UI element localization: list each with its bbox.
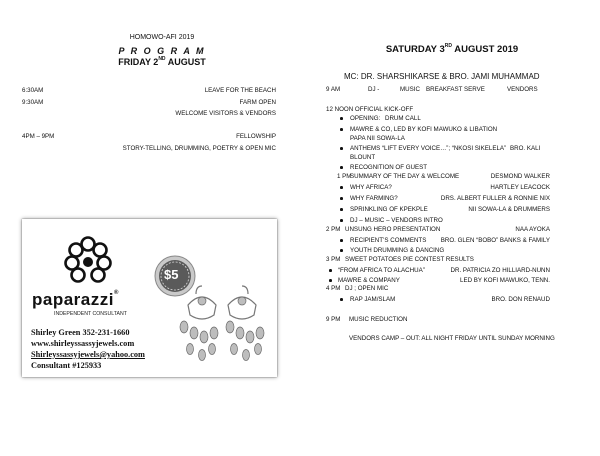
event-title: HOMOWO-AFI 2019: [129, 34, 195, 41]
bullet-dot: [329, 269, 332, 272]
friday-item-5: STORY-TELLING, DRUMMING, POETRY & OPEN MIC: [122, 145, 276, 152]
sat-time-9pm: 9 PM: [326, 316, 341, 323]
sat-summary: SUMMARY OF THE DAY & WELCOME: [350, 173, 460, 180]
sat-drum-call: DRUM CALL: [385, 115, 421, 122]
website-link[interactable]: www.shirleyssassyjewels.com: [31, 339, 135, 348]
bullet-dot: [340, 117, 343, 120]
sat-mawre-company: MAWRE & COMPANY: [338, 277, 400, 284]
sat-time-4pm: 4 PM: [326, 285, 341, 292]
consultant-role: INDEPENDENT CONSULTANT: [54, 311, 127, 317]
sat-pie-contest: SWEET POTATOES PIE CONTEST RESULTS: [345, 256, 474, 263]
sat-summary-lead: DESMOND WALKER: [490, 173, 550, 180]
sat-noon-kickoff: 12 NOON OFFICIAL KICK-OFF: [326, 106, 414, 113]
sat-music-reduction: MUSIC REDUCTION: [349, 316, 408, 323]
business-card: [22, 219, 277, 377]
bullet-dot: [340, 186, 343, 189]
sat-africa-alachua-lead: DR. PATRICIA ZO HILLIARD-NUNN: [450, 267, 550, 274]
sat-dj-vendors: DJ – MUSIC – VENDORS INTRO: [350, 217, 443, 224]
bullet-dot: [340, 166, 343, 169]
bullet-dot: [329, 279, 332, 282]
sat-time-9am: 9 AM: [326, 86, 341, 93]
sat-youth-drumming: YOUTH DRUMMING & DANCING: [350, 247, 445, 254]
friday-item-4: FELLOWSHIP: [236, 133, 276, 140]
bullet-dot: [340, 197, 343, 200]
sat-why-africa: WHY AFRICA?: [350, 184, 392, 191]
sat-9am-dj: DJ -: [368, 86, 380, 93]
sat-rap-jam: RAP JAM/SLAM: [350, 296, 396, 303]
sat-why-africa-lead: HARTLEY LEACOCK: [490, 184, 550, 191]
sat-unsung-hero: UNSUNG HERO PRESENTATION: [345, 226, 441, 233]
paparazzi-logo-icon: [60, 235, 116, 289]
sat-africa-alachua: “FROM AFRICA TO ALACHUA”: [338, 267, 425, 274]
sat-9am-vendors: VENDORS: [507, 86, 538, 93]
price-badge: $5: [164, 267, 179, 282]
saturday-heading: SATURDAY 3RD AUGUST 2019: [385, 43, 519, 55]
friday-time-2: 9:30AM: [22, 99, 44, 106]
sat-papa-nii: PAPA NII SOWA-LA: [350, 135, 405, 142]
sat-mawre-libation: MAWRE & CO, LED BY KOFI MAWUKO & LIBATION: [350, 126, 498, 133]
friday-time-3: 4PM – 9PM: [22, 133, 55, 140]
sat-recognition: RECOGNITION OF GUEST: [350, 164, 428, 171]
sat-anthems: ANTHEMS “LIFT EVERY VOICE…”; “NKOSI SIKELELA”: [350, 145, 507, 152]
sat-opening: OPENING:: [350, 115, 381, 122]
sat-unsung-hero-lead: NAA AYOKA: [515, 226, 550, 233]
sat-vendors-camp: VENDORS CAMP – OUT: ALL NIGHT FRIDAY UNTIL SUNDAY MORNING: [349, 335, 555, 342]
sat-9am-breakfast: BREAKFAST SERVE: [426, 86, 485, 93]
sat-why-farming: WHY FARMING?: [350, 195, 398, 202]
friday-item-3: WELCOME VISITORS & VENDORS: [175, 110, 276, 117]
sat-9am-music: MUSIC: [400, 86, 420, 93]
earrings-image: [172, 283, 272, 373]
brand-name: paparazzi®: [32, 290, 119, 309]
bullet-dot: [340, 219, 343, 222]
friday-item-1: LEAVE FOR THE BEACH: [204, 87, 276, 94]
sat-anthems-lead: BRO. KALI: [510, 145, 541, 152]
sat-time-1pm: 1 PM: [337, 173, 352, 180]
bullet-dot: [340, 128, 343, 131]
sat-recipient: RECIPIENT’S COMMENTS: [350, 237, 427, 244]
sat-anthems-lead-cont: BLOUNT: [350, 154, 376, 161]
sat-recipient-lead: BRO. GLEN “BOBO” BANKS & FAMILY: [440, 237, 550, 244]
sat-time-2pm: 2 PM: [326, 226, 341, 233]
sat-rap-jam-lead: BRO. DON RENAUD: [491, 296, 550, 303]
bullet-dot: [340, 298, 343, 301]
sat-mawre-company-lead: LED BY KOFI MAWUKO, TENN.: [460, 277, 550, 284]
consultant-phone: Shirley Green 352-231-1660: [31, 328, 130, 337]
friday-time-1: 6:30AM: [22, 87, 44, 94]
email-link[interactable]: Shirleyssassyjewels@yahoo.com: [31, 350, 145, 359]
friday-item-2: FARM OPEN: [239, 99, 276, 106]
bullet-dot: [340, 239, 343, 242]
sat-why-farming-lead: DRS. ALBERT FULLER & RONNIE NIX: [440, 195, 550, 202]
mc-line: MC: DR. SHARSHIKARSE & BRO. JAMI MUHAMMAD: [344, 72, 540, 81]
friday-heading: FRIDAY 2ND AUGUST: [118, 56, 206, 67]
program-heading: P R O G R A M: [118, 46, 206, 56]
sat-open-mic: DJ ; OPEN MIC: [345, 285, 389, 292]
bullet-dot: [340, 208, 343, 211]
sat-kpekple: SPRINKLING OF KPEKPLE: [350, 206, 428, 213]
bullet-dot: [340, 249, 343, 252]
sat-time-3pm: 3 PM: [326, 256, 341, 263]
sat-kpekple-lead: NII SOWA-LA & DRUMMERS: [468, 206, 550, 213]
bullet-dot: [340, 147, 343, 150]
consultant-number: Consultant #125933: [31, 361, 102, 370]
